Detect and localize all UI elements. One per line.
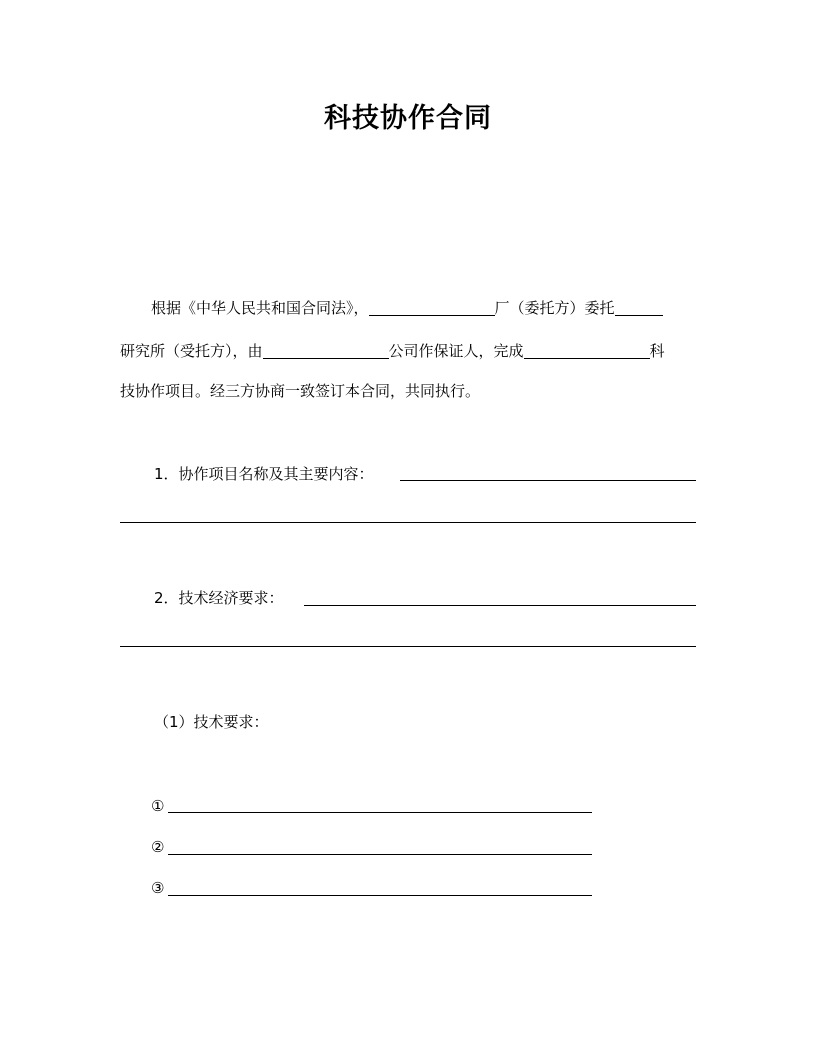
item-1-marker: ① [151, 797, 165, 815]
intro-text-3: 技协作项目。经三方协商一致签订本合同，共同执行。 [120, 382, 481, 400]
subsection-1-label: （1）技术要求： [154, 713, 269, 731]
intro-text-1b: 厂（委托方）委托 [494, 299, 615, 317]
section-2-blank-line-2[interactable] [120, 646, 696, 647]
intro-line-1 [151, 297, 663, 319]
section-2-label: 2．技术经济要求： [154, 589, 284, 607]
intro-text-2a: 研究所（受托方），由 [120, 342, 263, 360]
section-1-blank-line-2[interactable] [120, 522, 696, 523]
intro-text-2b: 公司作保证人，完成 [388, 342, 524, 360]
item-2-blank[interactable] [168, 854, 592, 855]
item-2-marker: ② [151, 838, 165, 856]
item-3-marker: ③ [151, 879, 165, 897]
guarantor-blank[interactable] [263, 342, 389, 359]
section-1-blank[interactable] [400, 480, 696, 481]
document-title: 科技协作合同 [324, 103, 492, 134]
factory-blank[interactable] [369, 299, 495, 316]
section-2-blank[interactable] [304, 605, 696, 606]
project-blank[interactable] [524, 342, 650, 359]
institute-blank[interactable] [615, 299, 663, 316]
intro-text-1a: 根据《中华人民共和国合同法》， [151, 299, 369, 317]
item-1-blank[interactable] [168, 812, 592, 813]
intro-line-3 [120, 380, 480, 402]
section-1-label: 1．协作项目名称及其主要内容： [154, 465, 374, 483]
item-3-blank[interactable] [168, 895, 592, 896]
intro-text-2c: 科 [649, 342, 665, 360]
intro-line-2 [120, 340, 665, 362]
